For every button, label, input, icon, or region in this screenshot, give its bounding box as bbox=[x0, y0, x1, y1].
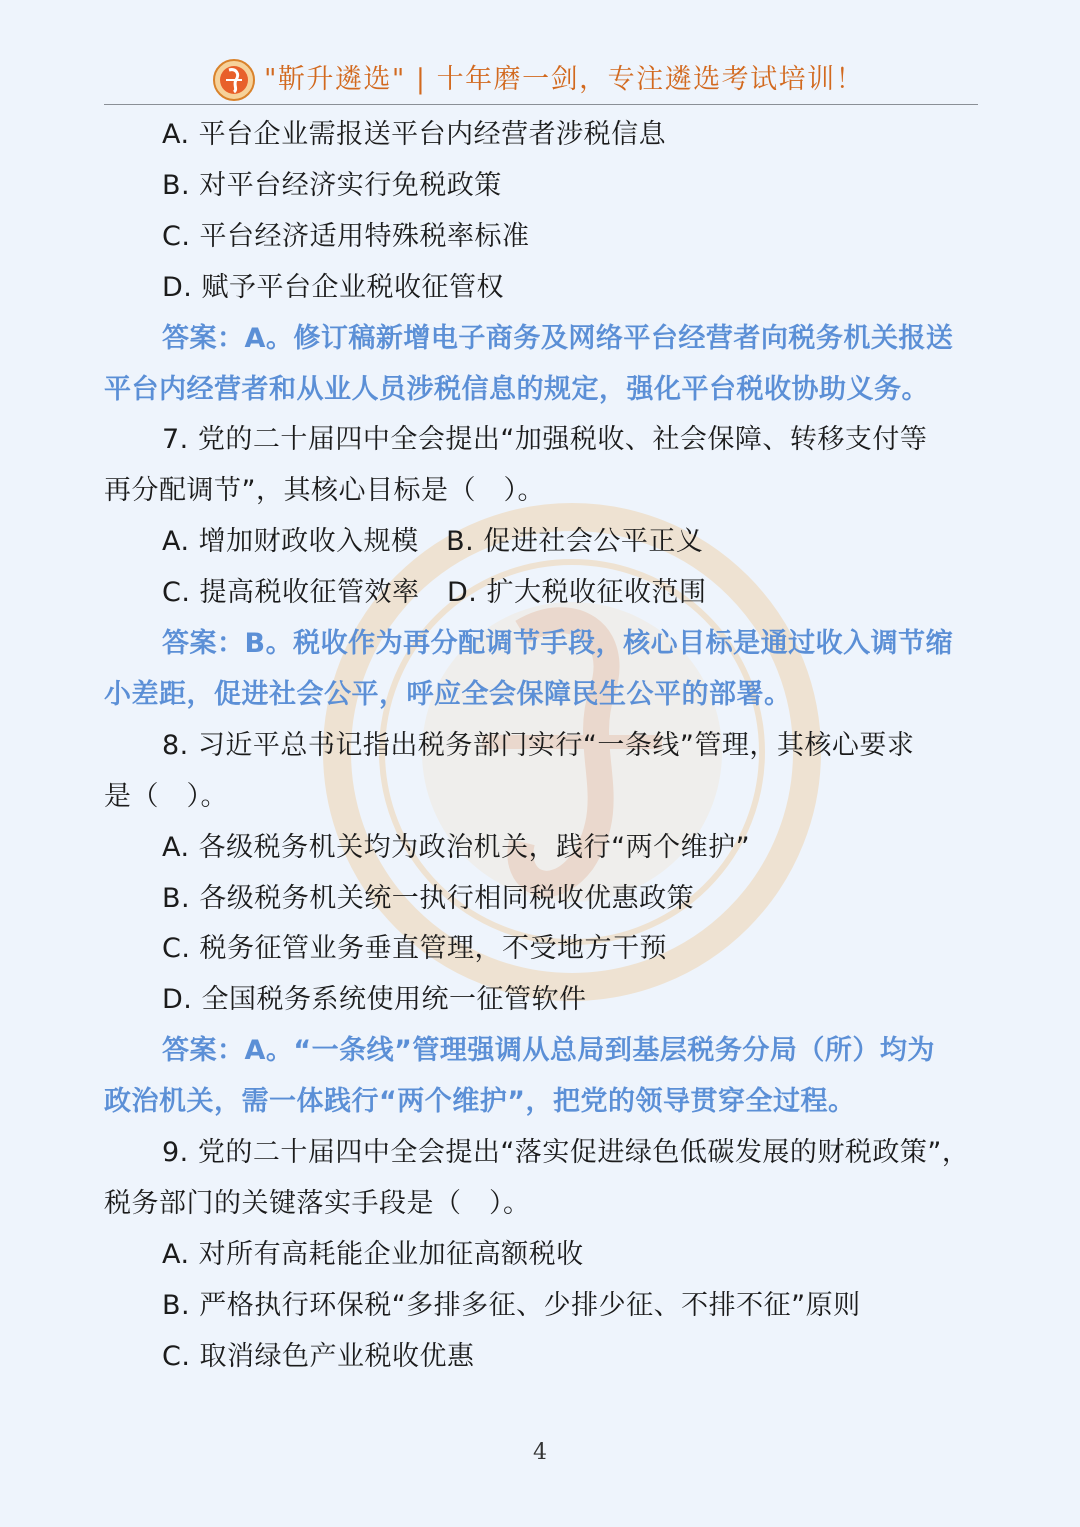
text-line: 税务部门的关键落实手段是（ ）。 bbox=[104, 1187, 531, 1219]
answer-line: 答案：B。税收作为再分配调节手段，核心目标是通过收入调节缩 bbox=[162, 628, 954, 659]
page-number: 4 bbox=[533, 1440, 547, 1465]
answer-line: 平台内经营者和从业人员涉税信息的规定，强化平台税收协助义务。 bbox=[104, 373, 929, 405]
text-line: 是（ ）。 bbox=[104, 780, 228, 812]
text-line: A. 平台企业需报送平台内经营者涉税信息 bbox=[162, 119, 667, 150]
text-line: A. 增加财政收入规模 B. 促进社会公平正义 bbox=[162, 526, 704, 558]
header-slogan: "靳升遴选" | 十年磨一剑，专注遴选考试培训！ bbox=[264, 64, 865, 95]
text-line: C. 取消绿色产业税收优惠 bbox=[162, 1340, 475, 1372]
text-line: B. 各级税务机关统一执行相同税收优惠政策 bbox=[162, 882, 695, 914]
text-line: B. 严格执行环保税“多排多征、少排少征、不排不征”原则 bbox=[162, 1289, 861, 1321]
text-line: A. 各级税务机关均为政治机关，践行“两个维护” bbox=[162, 831, 751, 863]
text-line: 7. 党的二十届四中全会提出“加强税收、社会保障、转移支付等 bbox=[162, 424, 928, 456]
text-line: D. 赋予平台企业税收征管权 bbox=[162, 271, 504, 303]
text-line: C. 税务征管业务垂直管理，不受地方干预 bbox=[162, 933, 668, 965]
text-line: 8. 习近平总书记指出税务部门实行“一条线”管理，其核心要求 bbox=[162, 729, 915, 761]
answer-line: 小差距，促进社会公平，呼应全会保障民生公平的部署。 bbox=[104, 678, 792, 710]
text-line: A. 对所有高耗能企业加征高额税收 bbox=[162, 1238, 584, 1270]
answer-line: 答案：A。“一条线”管理强调从总局到基层税务分局（所）均为 bbox=[162, 1035, 935, 1067]
text-line: C. 平台经济适用特殊税率标准 bbox=[162, 220, 530, 252]
text-line: B. 对平台经济实行免税政策 bbox=[162, 169, 502, 201]
answer-line: 政治机关，需一体践行“两个维护”，把党的领导贯穿全过程。 bbox=[104, 1086, 856, 1118]
text-line: C. 提高税收征管效率 D. 扩大税收征收范围 bbox=[162, 577, 707, 609]
text-line: 9. 党的二十届四中全会提出“落实促进绿色低碳发展的财税政策”， bbox=[162, 1137, 970, 1168]
text-line: D. 全国税务系统使用统一征管软件 bbox=[162, 984, 587, 1016]
text-line: 再分配调节”，其核心目标是（ ）。 bbox=[104, 475, 545, 507]
xinsheng-logo-icon bbox=[212, 58, 256, 102]
answer-line: 答案：A。修订稿新增电子商务及网络平台经营者向税务机关报送 bbox=[162, 322, 954, 354]
